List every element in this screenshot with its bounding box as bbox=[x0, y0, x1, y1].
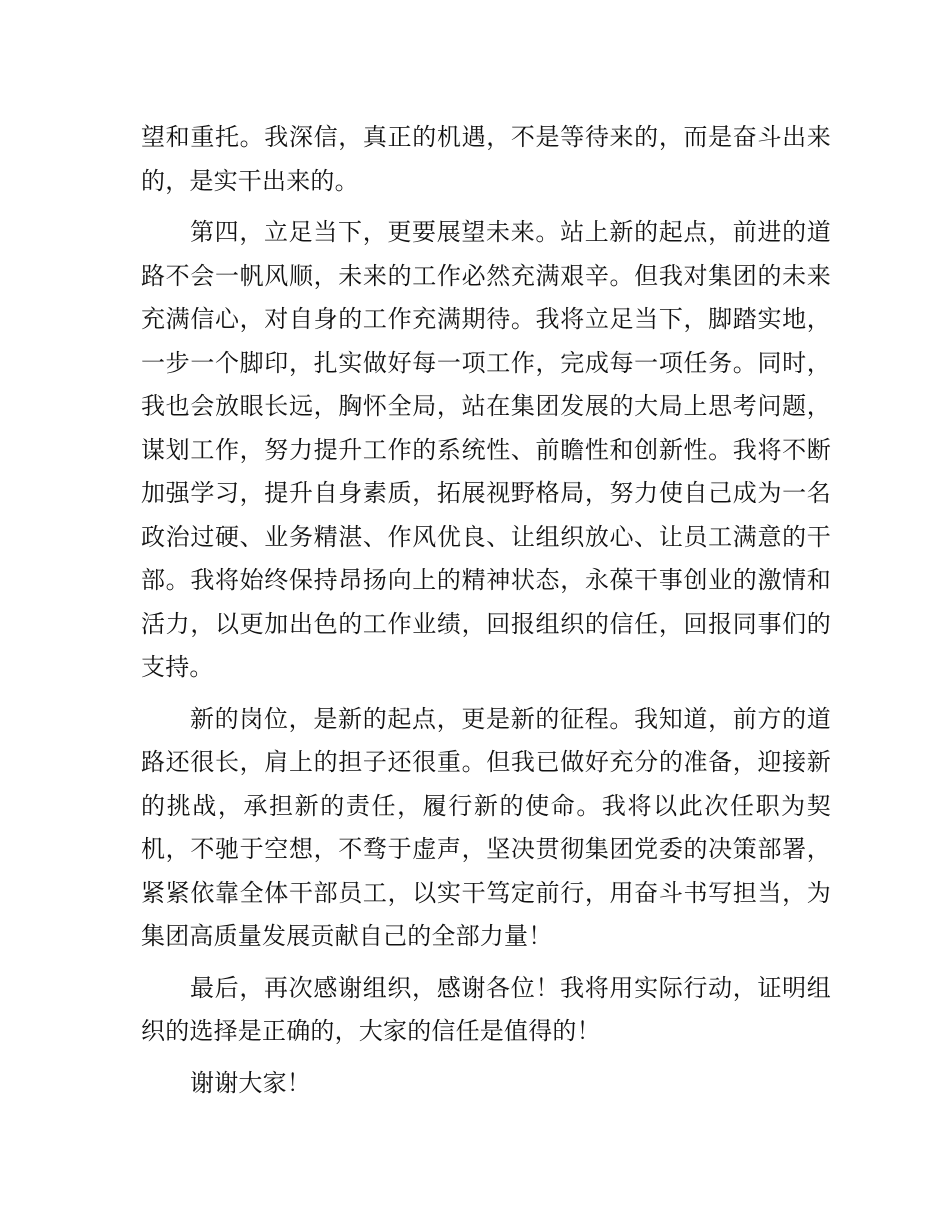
paragraph-fourth-point: 第四，立足当下，更要展望未来。站上新的起点，前进的道路不会一帆风顺，未来的工作必然充满艰辛。但我对集团的未来充满信心，对自身的工作充满期待。我将立足当下，脚踏实地，一步一个脚印，扎实做好每一项工作，完成每一项任务。同时，我也会放眼长远，胸怀全局，站在集团发展的大局上思考问题，谋划工作，努力提升工作的系统性、前瞻性和创新性。我将不断加强学习，提升自身素质，拓展视野格局，努力使自己成为一名政治过硬、业务精湛、作风优良、让组织放心、让员工满意的干部。我将始终保持昂扬向上的精神状态，永葆干事创业的激情和活力，以更加出色的工作业绩，回报组织的信任，回报同事们的支持。 bbox=[141, 218, 831, 681]
document-body bbox=[141, 116, 831, 1113]
paragraph-closing-thanks: 最后，再次感谢组织，感谢各位！我将用实际行动，证明组织的选择是正确的，大家的信任是值得的！ bbox=[141, 973, 831, 1045]
paragraph-continued: 望和重托。我深信，真正的机遇，不是等待来的，而是奋斗出来的，是实干出来的。 bbox=[141, 123, 831, 195]
paragraph-new-position: 新的岗位，是新的起点，更是新的征程。我知道，前方的道路还很长，肩上的担子还很重。但我已做好充分的准备，迎接新的挑战，承担新的责任，履行新的使命。我将以此次任职为契机，不驰于空想，不骛于虚声，坚决贯彻集团党委的决策部署，紧紧依靠全体干部员工，以实干笃定前行，用奋斗书写担当，为集团高质量发展贡献自己的全部力量！ bbox=[141, 704, 831, 950]
paragraph-final-thanks: 谢谢大家！ bbox=[190, 1068, 311, 1097]
